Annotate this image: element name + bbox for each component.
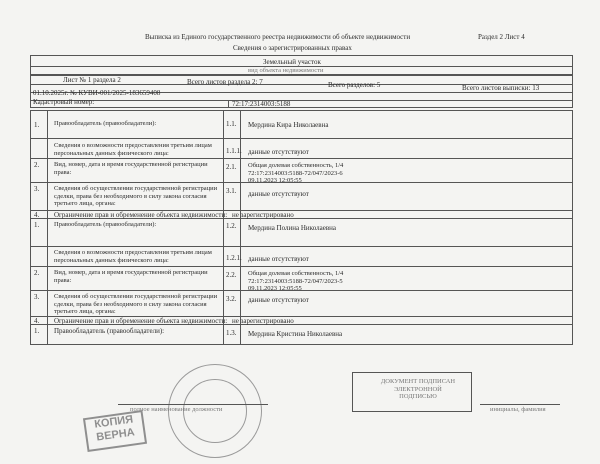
document-subtitle: Сведения о зарегистрированных правах — [233, 44, 352, 52]
row-code: 1.1.1. — [226, 147, 242, 155]
row-number: 1. — [34, 327, 40, 335]
row-code: 2.2. — [226, 271, 237, 279]
row-number: 2. — [34, 161, 40, 169]
row-label: Правообладатель (правообладатели): — [54, 327, 165, 335]
extract-date-number: 01.10.2025г. № КУВИ-001/2025-183659408 — [33, 89, 161, 97]
sections-total: Всего разделов: 5 — [328, 81, 381, 89]
row-code: 2.1. — [226, 163, 237, 171]
row-label: Правообладатель (правообладатели): — [54, 221, 157, 228]
row-number: 4. — [34, 211, 40, 219]
row-code: 1.3. — [226, 329, 237, 337]
row-number: 2. — [34, 269, 40, 277]
row-value: данные отсутствуют — [248, 148, 309, 156]
encumbrance-value: не зарегистрировано — [232, 211, 294, 219]
row-code: 3.2. — [226, 295, 237, 303]
object-kind-caption: вид объекта недвижимости — [248, 67, 324, 74]
cadastral-label: Кадастровый номер: — [33, 98, 95, 106]
object-kind: Земельный участок — [263, 58, 321, 66]
position-caption: полное наименование должности — [130, 406, 223, 413]
cadastral-number: 72:17:2314003:5188 — [232, 100, 291, 108]
row-value: Общая долевая собственность, 1/4 72:17:2314003:5188-72/047/2023-6 09.11.2023 12:05:55 — [248, 162, 344, 184]
owner-name: Мердина Полина Николаевна — [248, 224, 336, 232]
e-signature-caption: ДОКУМЕНТ ПОДПИСАН ЭЛЕКТРОННОЙ ПОДПИСЬЮ — [380, 378, 456, 400]
row-label: Сведения об осуществлении государственной регистрации сделки, права без необходимого в силу закона согласия третьего лица, органа: — [54, 185, 218, 207]
sheets-total: Всего листов выписки: 13 — [462, 84, 540, 92]
row-label: Вид, номер, дата и время государственной регистрации права: — [54, 269, 208, 284]
initials-caption: инициалы, фамилия — [490, 406, 546, 413]
row-label: Правообладатель (правообладатели): — [54, 120, 157, 127]
stamp-line-2: ВЕРНА — [95, 426, 136, 444]
section-label: Раздел 2 Лист 4 — [478, 33, 525, 41]
encumbrance-value: не зарегистрировано — [232, 317, 294, 325]
row-value: Общая долевая собственность, 1/4 72:17:2314003:5188-72/047/2023-5 09.11.2023 12:05:55 — [248, 270, 344, 292]
row-number: 4. — [34, 317, 40, 325]
row-label: Сведения о возможности предоставления третьим лицам персональных данных физического лица: — [54, 249, 212, 264]
row-value: данные отсутствуют — [248, 255, 309, 263]
row-number: 1. — [34, 121, 40, 129]
owner-name: Мердина Кристина Николаевна — [248, 330, 343, 338]
row-label: Ограничение прав и обременение объекта недвижимости: — [54, 211, 228, 219]
sheet-number: Лист № 1 раздела 2 — [63, 76, 121, 84]
row-value: данные отсутствуют — [248, 190, 309, 198]
row-label: Ограничение прав и обременение объекта недвижимости: — [54, 317, 228, 325]
row-code: 1.1. — [226, 120, 237, 128]
row-label: Сведения о возможности предоставления третьим лицам персональных данных физического лица: — [54, 142, 212, 157]
stamp-line-1: КОПИЯ — [93, 413, 134, 431]
row-code: 1.2. — [226, 222, 237, 230]
row-number: 3. — [34, 293, 40, 301]
row-label: Вид, номер, дата и время государственной регистрации права: — [54, 161, 208, 176]
row-code: 1.2.1. — [226, 254, 242, 262]
row-number: 1. — [34, 221, 40, 229]
row-label: Сведения об осуществлении государственной регистрации сделки, права без необходимого в силу закона согласия третьего лица, органа: — [54, 293, 218, 315]
row-code: 3.1. — [226, 187, 237, 195]
sheets-in-section: Всего листов раздела 2: 7 — [187, 78, 263, 86]
copy-verified-stamp — [83, 410, 147, 452]
row-value: данные отсутствуют — [248, 296, 309, 304]
row-number: 3. — [34, 185, 40, 193]
owner-name: Мердина Кира Николаевна — [248, 121, 329, 129]
document-title: Выписка из Единого государственного реестра недвижимости об объекте недвижимости — [145, 33, 411, 41]
